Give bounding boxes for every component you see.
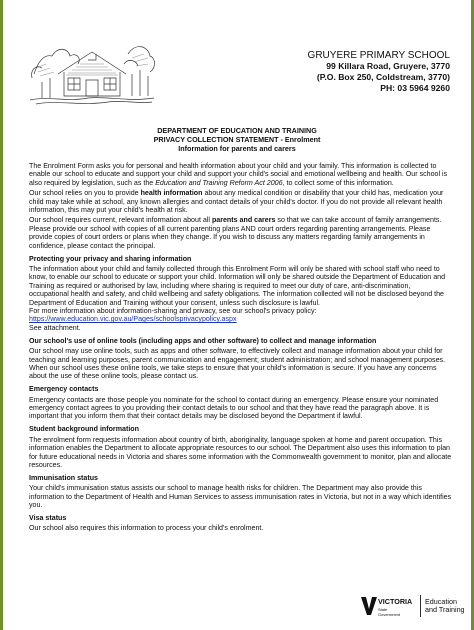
section-heading-visa: Visa status [29,514,67,523]
logo-sub-state: State [378,607,388,612]
section-heading-emergency: Emergency contacts [29,385,99,394]
logo-sub-government: Government [378,612,401,617]
logo-word: VICTORIA [378,597,413,606]
document-title [0,126,474,154]
school-po-box: (P.O. Box 250, Coldstream, 3770) [316,72,450,82]
health-text: Our school relies on you to provide [29,189,141,198]
section-text-privacy [29,265,452,332]
victoria-state-government-logo [360,593,416,619]
privacy-policy-link[interactable]: https://www.education.vic.gov.au/Pages/schoolsprivacypolicy.aspx [29,315,237,324]
section-heading-privacy: Protecting your privacy and sharing information [29,254,192,263]
title-audience: Information for parents and carers [178,144,296,154]
privacy-see-attachment: See attachment. [29,323,81,332]
dept-line-education: Education [425,596,457,606]
section-text-visa: Our school also requires this information to process your child's enrolment. [29,524,264,533]
section-text-background: The enrolment form requests information about country of birth, aboriginality, language spoken at home and parent occupation. This information enables the Department to allocate appropriate resources to our school. The Department also uses this information to plan for future educational needs in Victoria and shares some information with the Commonwealth government to monitor, plan and allocate resources. [29,435,452,469]
section-heading-online-tools: Our school's use of online tools (including apps and other software) to collect and manage information [29,336,377,345]
section-heading-immunisation: Immunisation status [29,473,98,482]
education-training-logo [425,598,465,615]
health-text-end: about any medical condition or disability that your child has, medication your child may take while at school, any known allergies and contact details of your child's doctor. If you do not provide all relevant health information, this may put your child's health at risk. [29,189,444,215]
school-name: GRUYERE PRIMARY SCHOOL [307,50,450,61]
privacy-text: The information about your child and family collected through this Enrolment Form will only be shared with school staff who need to know, to enable our school to educate or support your child. Information will only be shared outside the Department of Education and Training as required or authorised by law, including where sharing is required to meet our duty of care, anti-discrimination, occupational health and safety, and child wellbeing and safety obligations. The information collected will not be disclosed beyond the Department of Education and Training without your consent, unless such disclosure is lawful. [29,264,446,307]
section-text-emergency: Emergency contacts are those people you nominate for the school to contact during an emergency. Please ensure your nominated emergency contact agrees to you providing their contact details to our school and that they have read the paragraph above. It is important that you inform them that their contact details may be disclosed beyond the Department if lawful. [29,395,439,421]
school-header [308,50,450,94]
paragraph-parents [29,216,452,250]
school-building-sketch [28,34,158,108]
section-heading-background: Student background information [29,425,139,434]
intro-text: The Enrolment Form asks you for personal and health information about your child and your family. This information is collected to enable our school to educate and support your child and support your child's social and emotional wellbeing and health. Our school is also required by legislation, such as the [29,162,448,187]
logo-divider [420,595,421,617]
paragraph-health [29,189,452,214]
paragraph-intro [29,162,452,187]
title-statement: PRIVACY COLLECTION STATEMENT - Enrolment [153,135,321,145]
section-text-immunisation: Your child's immunisation status assists our school to manage health risks for children. The Department may also provide this information to the Department of Health and Human Services to assess immunisation rates in Victoria, but not in a way which identifies you. [29,484,452,510]
dept-line-training: and Training [425,605,465,614]
school-phone: PH: 03 5964 9260 [380,83,450,93]
act-name: Education and Training Reform Act 2006 [155,178,283,187]
privacy-more-text: For more information about information-sharing and privacy, see our school's privacy policy: [29,307,317,315]
footer-logos [360,592,470,620]
school-address: 99 Killara Road, Gruyere, 3770 [326,61,450,71]
intro-text-end: , to collect some of this information. [282,178,394,187]
title-department: DEPARTMENT OF EDUCATION AND TRAINING [157,126,317,135]
document-body [29,162,452,535]
section-text-online-tools: Our school may use online tools, such as apps and other software, to effectively collect and manage information about your child for teaching and learning purposes, parent communication and engagement; student administration; and school management purposes. When our school uses these online tools, we take steps to ensure that your child's information is secure. If you have any concerns about the use of these online tools, please contact us. [29,347,446,381]
health-emphasis: health information [140,189,203,198]
parents-emphasis: parents and carers [211,216,276,225]
parents-text: Our school requires current, relevant information about all [29,216,212,225]
parents-text-end: so that we can take account of family arrangements. Please provide our school with copies of all current parenting plans AND court orders regarding parenting arrangements. Please provide copies of court orders or plans when they change. If you wish to discuss any matters regarding family arrangements in confidence, please contact the principal. [29,216,442,250]
